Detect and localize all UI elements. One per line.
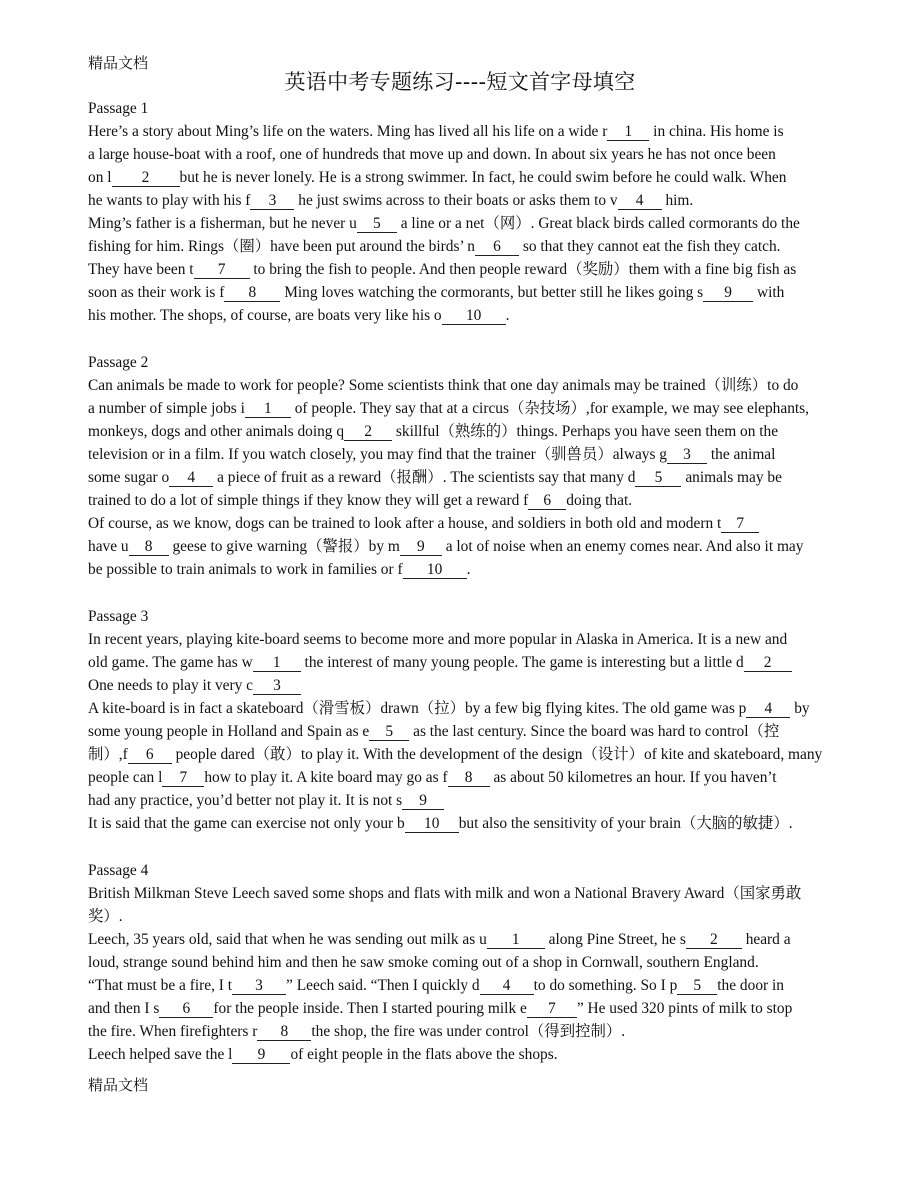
blank-number: 1 <box>245 401 291 418</box>
footer-note: 精品文档 <box>88 1076 149 1094</box>
text-segment: soon as their work is f <box>88 284 225 301</box>
text-line <box>88 631 787 649</box>
blank-number: 6 <box>128 747 172 764</box>
text-line <box>88 769 777 787</box>
blank-number: 7 <box>162 770 204 787</box>
text-line <box>88 515 759 533</box>
text-segment: loud, strange sound behind him and then he saw smoke coming out of a shop in Cornwall, southern England. <box>88 954 759 971</box>
text-segment: . <box>505 307 510 324</box>
blank-number: 4 <box>169 470 213 487</box>
text-line <box>88 1023 625 1041</box>
text-line <box>88 654 792 672</box>
text-segment: people can l <box>88 769 163 786</box>
blank-number: 6 <box>528 493 566 510</box>
blank-number: 9 <box>400 539 442 556</box>
text-segment: ” Leech said. “Then I quickly d <box>286 977 480 994</box>
text-line <box>88 400 809 418</box>
blank-number: 5 <box>635 470 681 487</box>
text-segment: be possible to train animals to work in families or f <box>88 561 403 578</box>
text-segment: trained to do a lot of simple things if they know they will get a reward f <box>88 492 529 509</box>
blank-number: 3 <box>250 193 294 210</box>
text-line <box>88 561 470 579</box>
text-segment: Passage 3 <box>88 608 149 625</box>
text-segment: have u <box>88 538 129 555</box>
text-segment: along Pine Street, he s <box>544 931 686 948</box>
text-segment: the interest of many young people. The game is interesting but a little d <box>300 654 744 671</box>
text-segment: Ming loves watching the cormorants, but better still he likes going s <box>280 284 704 301</box>
blank-number: 8 <box>257 1024 311 1041</box>
text-line <box>88 977 784 995</box>
text-line <box>88 492 632 510</box>
text-segment: a number of simple jobs i <box>88 400 245 417</box>
text-segment: Passage 4 <box>88 862 149 879</box>
text-line <box>88 123 784 141</box>
text-segment: how to play it. A kite board may go as f <box>204 769 448 786</box>
text-segment: with <box>753 284 785 301</box>
blank-number: 4 <box>618 193 662 210</box>
text-line <box>88 954 759 972</box>
blank-number: 5 <box>369 724 409 741</box>
text-segment: British Milkman Steve Leech saved some shops and flats with milk and won a National Bravery Award（国家勇敢 <box>88 885 802 902</box>
text-line <box>88 423 778 441</box>
blank-number: 8 <box>448 770 490 787</box>
text-line <box>88 354 148 372</box>
text-segment: Leech, 35 years old, said that when he was sending out milk as u <box>88 931 487 948</box>
blank-number: 2 <box>344 424 392 441</box>
text-segment: Here’s a story about Ming’s life on the waters. Ming has lived all his life on a wide r <box>88 123 608 140</box>
text-segment: 制）,f <box>88 746 128 763</box>
blank-number: 5 <box>677 978 717 995</box>
text-line <box>88 723 779 741</box>
text-segment: Of course, as we know, dogs can be trained to look after a house, and soldiers in both old and modern t <box>88 515 722 532</box>
blank-number: 9 <box>703 285 753 302</box>
text-segment: Leech helped save the l <box>88 1046 233 1063</box>
blank-number: 9 <box>402 793 444 810</box>
blank-number: 10 <box>405 816 459 833</box>
text-line <box>88 469 782 487</box>
text-line <box>88 446 775 464</box>
text-line <box>88 284 784 302</box>
text-segment: ” He used 320 pints of milk to stop <box>576 1000 793 1017</box>
page-title: 英语中考专题练习----短文首字母填空 <box>284 70 636 94</box>
blank-number: 6 <box>475 239 519 256</box>
text-line <box>88 146 776 164</box>
text-segment: some sugar o <box>88 469 170 486</box>
text-line <box>88 700 810 718</box>
blank-number: 1 <box>253 655 301 672</box>
text-segment: A kite-board is in fact a skateboard（滑雪板）drawn（拉）by a few big flying kites. The old game was p <box>88 700 747 717</box>
text-segment: skillful（熟练的）things. Perhaps you have seen them on the <box>392 423 779 440</box>
text-segment: of eight people in the flats above the shops. <box>290 1046 558 1063</box>
text-segment: television or in a film. If you watch closely, you may find that the trainer（驯兽员）always g <box>88 446 668 463</box>
text-segment: to do something. So I p <box>533 977 678 994</box>
text-segment: geese to give warning（警报）by m <box>168 538 400 555</box>
text-segment: him. <box>661 192 694 209</box>
text-segment: his mother. The shops, of course, are boats very like his o <box>88 307 442 324</box>
blank-number: 7 <box>527 1001 577 1018</box>
text-line <box>88 815 793 833</box>
text-segment: 奖）. <box>88 908 123 925</box>
text-segment: for the people inside. Then I started pouring milk e <box>213 1000 527 1017</box>
text-segment: but also the sensitivity of your brain（大脑的敏捷）. <box>458 815 793 832</box>
text-line <box>88 261 796 279</box>
text-line <box>88 608 148 626</box>
text-line <box>88 192 693 210</box>
text-segment: “That must be a fire, I t <box>88 977 233 994</box>
text-segment: . <box>466 561 471 578</box>
blank-number: 4 <box>480 978 534 995</box>
text-segment: on l <box>88 169 112 186</box>
blank-number: 1 <box>487 932 545 949</box>
text-segment: a piece of fruit as a reward（报酬）. The scientists say that many d <box>213 469 636 486</box>
text-segment: and then I s <box>88 1000 160 1017</box>
text-line <box>88 307 510 325</box>
text-segment: fishing for him. Rings（圈）have been put around the birds’ n <box>88 238 475 255</box>
text-segment: as the last century. Since the board was hard to control（控 <box>409 723 780 740</box>
blank-number: 4 <box>746 701 790 718</box>
blank-number: 7 <box>194 262 250 279</box>
text-line <box>88 677 301 695</box>
text-line <box>88 215 800 233</box>
text-segment: he just swims across to their boats or asks them to v <box>294 192 618 209</box>
text-segment: as about 50 kilometres an hour. If you haven’t <box>489 769 777 786</box>
blank-number: 3 <box>232 978 286 995</box>
blank-number: 1 <box>607 124 649 141</box>
text-segment: in china. His home is <box>649 123 784 140</box>
text-segment: the shop, the fire was under control（得到控制）. <box>311 1023 626 1040</box>
text-line <box>88 792 444 810</box>
text-segment: a large house-boat with a roof, one of hundreds that move up and down. In about six years he has not once been <box>88 146 776 163</box>
text-segment: old game. The game has w <box>88 654 253 671</box>
text-segment: the animal <box>707 446 776 463</box>
text-segment: They have been t <box>88 261 194 278</box>
text-segment: heard a <box>741 931 791 948</box>
blank-number: 8 <box>224 285 280 302</box>
text-segment: Passage 2 <box>88 354 149 371</box>
text-segment: doing that. <box>566 492 633 509</box>
blank-number: 2 <box>744 655 792 672</box>
text-segment: One needs to play it very c <box>88 677 253 694</box>
text-line <box>88 862 148 880</box>
blank-number: 2 <box>112 170 180 187</box>
text-segment: the door in <box>717 977 784 994</box>
text-line <box>88 1046 558 1064</box>
text-segment: by <box>790 700 810 717</box>
text-segment: a line or a net（网）. Great black birds called cormorants do the <box>396 215 800 232</box>
text-segment: Can animals be made to work for people? Some scientists think that one day animals may be trained（训练）to do <box>88 377 799 394</box>
text-line <box>88 538 803 556</box>
blank-number: 3 <box>667 447 707 464</box>
blank-number: 2 <box>686 932 742 949</box>
blank-number: 6 <box>159 1001 213 1018</box>
text-segment: animals may be <box>681 469 782 486</box>
text-segment: but he is never lonely. He is a strong swimmer. In fact, he could swim before he could walk. When <box>179 169 787 186</box>
text-segment: he wants to play with his f <box>88 192 251 209</box>
blank-number: 8 <box>129 539 169 556</box>
text-segment: Ming’s father is a fisherman, but he never u <box>88 215 357 232</box>
text-line <box>88 100 148 118</box>
text-segment: a lot of noise when an enemy comes near. And also it may <box>441 538 804 555</box>
text-line <box>88 169 786 187</box>
blank-number: 5 <box>357 216 397 233</box>
blank-number: 10 <box>403 562 467 579</box>
header-note: 精品文档 <box>88 54 149 72</box>
text-segment: monkeys, dogs and other animals doing q <box>88 423 345 440</box>
text-segment: Passage 1 <box>88 100 149 117</box>
text-segment: In recent years, playing kite-board seems to become more and more popular in Alaska in America. It is a new and <box>88 631 788 648</box>
text-segment: to bring the fish to people. And then people reward（奖励）them with a fine big fish as <box>249 261 797 278</box>
text-line <box>88 238 781 256</box>
text-segment: the fire. When firefighters r <box>88 1023 258 1040</box>
text-segment: some young people in Holland and Spain as e <box>88 723 370 740</box>
text-line <box>88 746 822 764</box>
text-line <box>88 1000 792 1018</box>
text-segment: of people. They say that at a circus（杂技场）,for example, we may see elephants, <box>290 400 810 417</box>
text-segment: people dared（敢）to play it. With the development of the design（设计）of kite and skateboard, many <box>171 746 823 763</box>
text-line <box>88 377 798 395</box>
text-segment: had any practice, you’d better not play it. It is not s <box>88 792 403 809</box>
text-line <box>88 885 801 903</box>
blank-number: 7 <box>721 516 759 533</box>
text-line <box>88 908 123 926</box>
text-segment: so that they cannot eat the fish they catch. <box>518 238 781 255</box>
blank-number: 9 <box>232 1047 290 1064</box>
text-line <box>88 931 791 949</box>
blank-number: 3 <box>253 678 301 695</box>
text-segment: It is said that the game can exercise not only your b <box>88 815 405 832</box>
blank-number: 10 <box>442 308 506 325</box>
